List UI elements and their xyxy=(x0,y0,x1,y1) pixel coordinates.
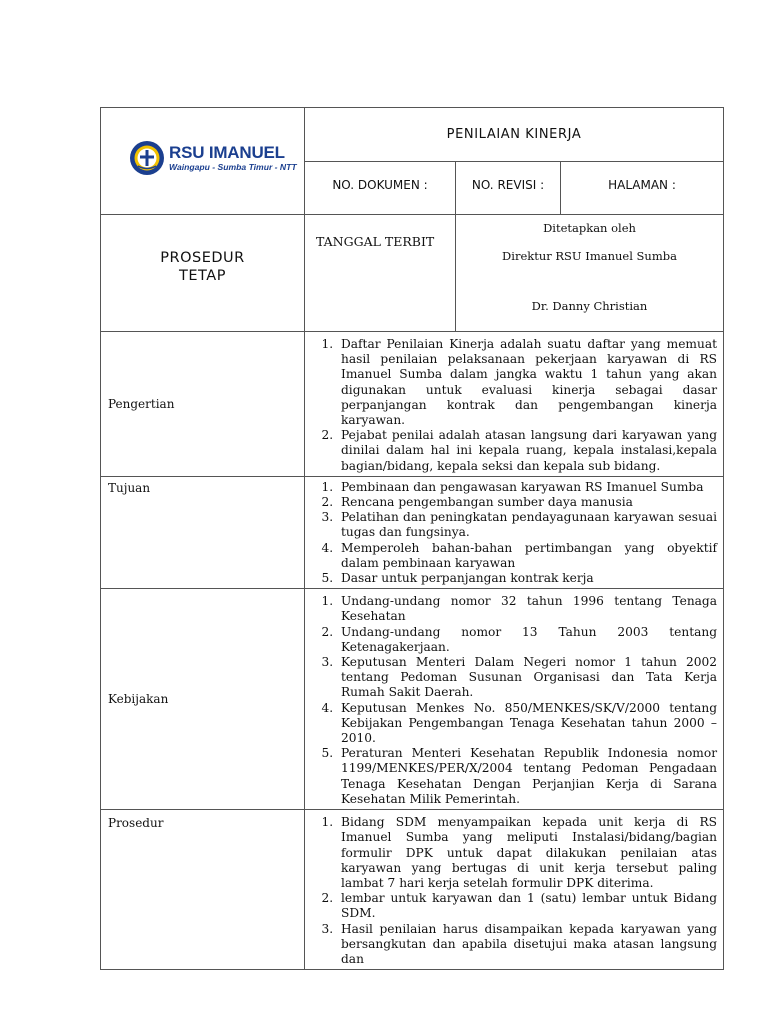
ditetapkan-cell xyxy=(456,215,724,332)
list-item: 2. Pejabat penilai adalah atasan langsung dari karyawan yang dinilai dalam hal ini kepala ruang, kepala instalasi,kepala bagian/bidang, kepala seksi dan kepala sub bidang. xyxy=(337,428,717,474)
list-item: 1. Undang-undang nomor 32 tahun 1996 tentang Tenaga Kesehatan xyxy=(337,594,717,624)
list-item: 1. Pembinaan dan pengawasan karyawan RS Imanuel Sumba xyxy=(337,480,717,495)
sop-document xyxy=(100,107,723,970)
section-label: Prosedur xyxy=(101,810,305,970)
hospital-seal-icon xyxy=(129,140,165,176)
list-item: 4. Keputusan Menkes No. 850/MENKES/SK/V/2000 tentang Kebijakan Pengembangan Tenaga Kesehatan tahun 2000 – 2010. xyxy=(337,701,717,747)
list-item: 3. Keputusan Menteri Dalam Negeri nomor 1 tahun 2002 tentang Pedoman Susunan Organisasi dan Tata Kerja Rumah Sakit Daerah. xyxy=(337,655,717,701)
section-label: Tujuan xyxy=(101,476,305,588)
direktur-title: Direktur RSU Imanuel Sumba xyxy=(502,249,677,263)
section-content xyxy=(305,332,724,477)
document-title: PENILAIAN KINERJA xyxy=(305,108,724,162)
hospital-name: RSU IMANUEL xyxy=(169,143,285,163)
list-item: 1. Daftar Penilaian Kinerja adalah suatu daftar yang memuat hasil penilaian pelaksanaan pekerjaan karyawan di RS Imanuel Sumba dalam jangka waktu 1 tahun yang akan digunakan untuk evaluasi kinerja sebagai dasar perpanjangan kontrak dan pengembangan kinerja karyawan. xyxy=(337,337,717,428)
prosedur-title-line2: TETAP xyxy=(179,268,226,284)
prosedur-tetap-title xyxy=(101,215,305,332)
signer-name: Dr. Danny Christian xyxy=(531,299,648,313)
hospital-location: Waingapu - Sumba Timur - NTT xyxy=(169,162,297,173)
list-item: 2. lembar untuk karyawan dan 1 (satu) lembar untuk Bidang SDM. xyxy=(337,891,717,921)
ditetapkan-oleh: Ditetapkan oleh xyxy=(543,221,636,235)
list-item: 5. Peraturan Menteri Kesehatan Republik Indonesia nomor 1199/MENKES/PER/X/2004 tentang Pedoman Pengadaan Tenaga Kesehatan Dengan Perjanjian Kerja di Sarana Kesehatan Milik Pemerintah. xyxy=(337,746,717,807)
sop-table xyxy=(100,107,724,970)
prosedur-title-line1: PROSEDUR xyxy=(160,250,245,266)
section-prosedur xyxy=(101,810,724,970)
tanggal-terbit-label: TANGGAL TERBIT xyxy=(305,215,456,332)
section-tujuan xyxy=(101,476,724,588)
section-content xyxy=(305,476,724,588)
list-item: 3. Pelatihan dan peningkatan pendayagunaan karyawan sesuai tugas dan fungsinya. xyxy=(337,510,717,540)
halaman-label: HALAMAN : xyxy=(561,162,724,215)
logo-cell xyxy=(101,108,305,215)
section-label: Kebijakan xyxy=(101,589,305,810)
hospital-logo xyxy=(129,140,297,176)
list-item: 5. Dasar untuk perpanjangan kontrak kerja xyxy=(337,571,717,586)
list-item: 2. Undang-undang nomor 13 Tahun 2003 tentang Ketenagakerjaan. xyxy=(337,625,717,655)
section-kebijakan xyxy=(101,589,724,810)
list-item: 2. Rencana pengembangan sumber daya manusia xyxy=(337,495,717,510)
list-item: 3. Hasil penilaian harus disampaikan kepada karyawan yang bersangkutan dan apabila disetujui maka atasan langsung dan xyxy=(337,922,717,968)
list-item: 4. Memperoleh bahan-bahan pertimbangan yang obyektif dalam pembinaan karyawan xyxy=(337,541,717,571)
section-content xyxy=(305,810,724,970)
list-item: 1. Bidang SDM menyampaikan kepada unit kerja di RS Imanuel Sumba yang meliputi Instalasi/bidang/bagian formulir DPK untuk dapat dilakukan penilaian atas karyawan yang bertugas di unit kerja tersebut paling lambat 7 hari kerja setelah formulir DPK diterima. xyxy=(337,815,717,891)
section-content xyxy=(305,589,724,810)
section-pengertian xyxy=(101,332,724,477)
no-revisi-label: NO. REVISI : xyxy=(456,162,561,215)
section-label: Pengertian xyxy=(101,332,305,477)
no-dokumen-label: NO. DOKUMEN : xyxy=(305,162,456,215)
